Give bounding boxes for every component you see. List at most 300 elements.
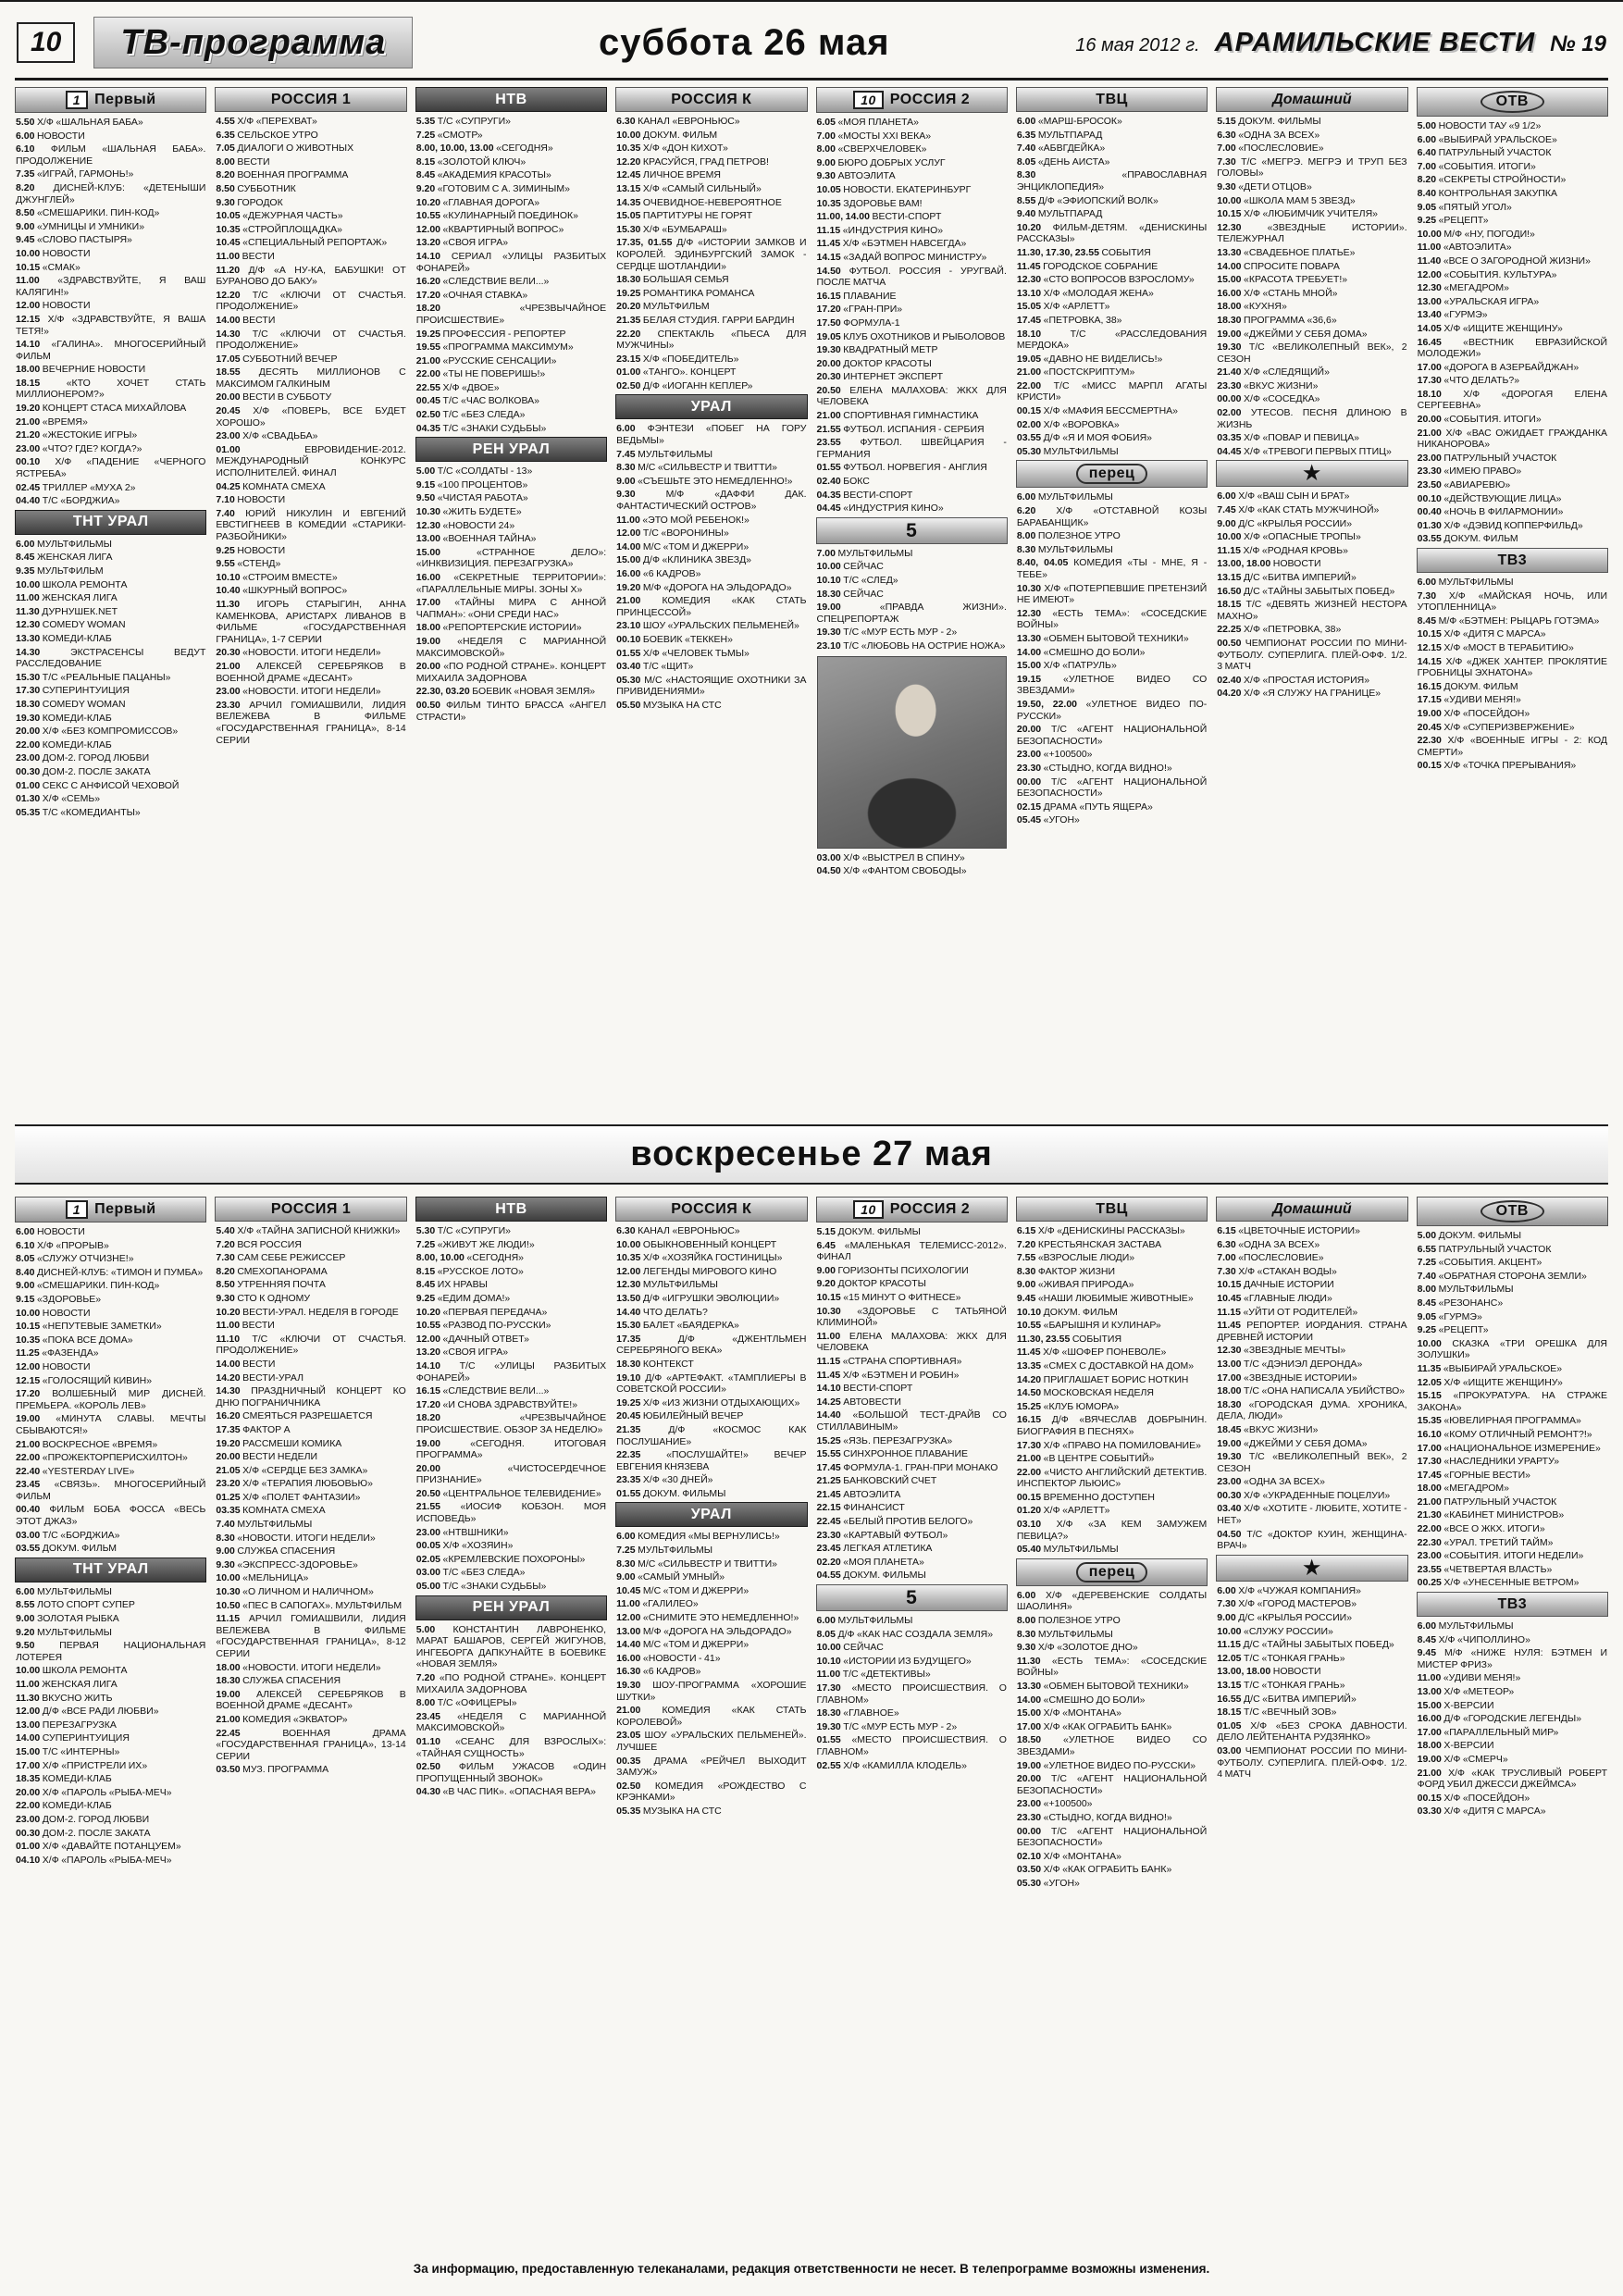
channel-logo-badge: 10	[853, 91, 884, 109]
program-entry: 17.50 ФОРМУЛА-1	[816, 316, 900, 329]
program-entry: 17.20 ВОЛШЕБНЫЙ МИР ДИСНЕЙ. ПРЕМЬЕРА. «КОРОЛЬ ЛЕВ»	[16, 1388, 206, 1411]
program-time: 7.20	[1016, 1238, 1038, 1250]
program-entry: 12.30 «ЕСТЬ ТЕМА»: «СОСЕДСКИЕ ВОЙНЫ»	[1016, 607, 1208, 631]
program-entry: 10.30 Х/Ф «ПОТЕРПЕВШИЕ ПРЕТЕНЗИЙ НЕ ИМЕЮТ»	[1016, 582, 1208, 606]
program-entry: 7.30 САМ СЕБЕ РЕЖИССЕР	[216, 1252, 346, 1264]
program-entry: 17.00 «НАЦИОНАЛЬНОЕ ИЗМЕРЕНИЕ»	[1417, 1442, 1601, 1454]
program-entry: 02.15 ДРАМА «ПУТЬ ЯЩЕРА»	[1016, 800, 1153, 813]
program-time: 23.30	[216, 699, 250, 711]
program-time: 8.45	[415, 169, 438, 181]
program-time: 18.20	[415, 303, 520, 315]
program-entry: 02.50 КОМЕДИЯ «РОЖДЕСТВО С КРЭНКАМИ»	[616, 1780, 807, 1804]
program-time: 6.10	[16, 1239, 37, 1251]
program-entry: 18.55 ДЕСЯТЬ МИЛЛИОНОВ С МАКСИМОМ ГАЛКИНЫМ	[216, 366, 406, 390]
program-photo	[817, 656, 1007, 849]
program-entry: 9.30 «ЭКСПРЕСС-ЗДОРОВЬЕ»	[216, 1558, 358, 1570]
program-entry: 02.05 «КРЕМЛЕВСКИЕ ПОХОРОНЫ»	[415, 1553, 586, 1565]
program-entry: 10.20 ВЕСТИ-УРАЛ. НЕДЕЛЯ В ГОРОДЕ	[216, 1306, 399, 1318]
program-time: 10.20	[415, 1306, 443, 1318]
program-entry: 9.45 «СЛОВО ПАСТЫРЯ»	[16, 234, 132, 246]
program-time: 04.20	[1217, 688, 1245, 700]
program-entry: 19.30 КОМЕДИ-КЛАБ	[16, 712, 112, 724]
program-time: 02.50	[616, 1780, 655, 1792]
program-entry: 7.00 «ПОСЛЕСЛОВИЕ»	[1217, 1252, 1324, 1264]
program-time: 02.10	[1016, 1850, 1044, 1862]
program-time: 14.00	[216, 1358, 243, 1370]
program-entry: 14.20 ПРИГЛАШАЕТ БОРИС НОТКИН	[1016, 1373, 1189, 1385]
program-time: 11.00	[216, 1320, 242, 1332]
program-time: 19.25	[616, 1396, 643, 1409]
program-entry: 01.55 ФУТБОЛ. НОРВЕГИЯ - АНГЛИЯ	[816, 462, 987, 474]
program-time: 15.00	[616, 554, 643, 566]
program-time: 03.35	[216, 1505, 243, 1517]
program-time: 12.05	[1417, 1376, 1444, 1388]
program-entry: 6.00 Х/Ф «ЧУЖАЯ КОМПАНИЯ»	[1217, 1584, 1361, 1596]
program-time: 5.00	[415, 1623, 453, 1635]
program-entry: 5.00 КОНСТАНТИН ЛАВРОНЕНКО, МАРАТ БАШАРОВ, СЕРГЕЙ ЖИГУНОВ, ИНГЕБОРГА ДАПКУНАЙТЕ В БОЕВИКЕ «НОВАЯ ЗЕМЛЯ»	[415, 1623, 607, 1670]
program-time: 17.15	[1417, 694, 1444, 706]
program-time: 23.00	[1417, 452, 1444, 464]
program-time: 9.50	[16, 1640, 60, 1652]
program-entry: 17.30 СУПЕРИНТУИЦИЯ	[16, 685, 130, 697]
program-entry: 14.50 ФУТБОЛ. РОССИЯ - УРУГВАЙ. ПОСЛЕ МАТЧА	[816, 265, 1007, 289]
program-time: 8.30	[1016, 1628, 1038, 1640]
program-entry: 21.05 Х/Ф «СЕРДЦЕ БЕЗ ЗАМКА»	[216, 1464, 368, 1476]
program-entry: 9.00 «САМЫЙ УМНЫЙ»	[616, 1571, 725, 1583]
program-time: 20.00	[1417, 414, 1444, 426]
program-time: 7.40	[216, 507, 246, 519]
program-time: 22.00	[1417, 1523, 1444, 1535]
program-entry: 20.00 Х/Ф «БЕЗ КОМПРОМИССОВ»	[16, 726, 179, 738]
program-time: 20.45	[1417, 721, 1444, 733]
channel-column	[215, 84, 406, 748]
program-time: 9.20	[816, 1278, 838, 1290]
program-entry: 20.00 Т/С «АГЕНТ НАЦИОНАЛЬНОЙ БЕЗОПАСНОСТИ»	[1016, 724, 1208, 747]
program-entry: 19.20 РАССМЕШИ КОМИКА	[216, 1437, 342, 1449]
program-entry: 6.00 МУЛЬТФИЛЬМЫ	[1016, 491, 1113, 503]
program-time: 14.10	[415, 250, 452, 262]
program-entry: 21.00 Х/Ф «ВАС ОЖИДАЕТ ГРАЖДАНКА НИКАНОРОВА»	[1417, 427, 1607, 451]
program-time: 18.50	[1016, 1734, 1063, 1746]
program-time: 19.00	[415, 1437, 471, 1449]
program-entry: 16.00 Х/Ф «СТАНЬ МНОЙ»	[1217, 287, 1338, 299]
program-time: 23.00	[16, 1813, 43, 1825]
program-time: 02.50	[616, 379, 643, 391]
program-entry: 22.00 КОМЕДИ-КЛАБ	[16, 1800, 112, 1812]
program-time: 6.15	[1217, 1225, 1239, 1236]
program-time: 9.00	[616, 1571, 638, 1583]
program-time: 20.00	[16, 1786, 43, 1798]
program-entry: 9.00 БЮРО ДОБРЫХ УСЛУГ	[816, 156, 946, 168]
program-time: 00.50	[1217, 637, 1245, 649]
program-entry: 5.00 НОВОСТИ ТАУ «9 1/2»	[1417, 120, 1542, 131]
program-time: 00.40	[1417, 506, 1444, 518]
program-time: 20.50	[415, 1487, 443, 1499]
program-time: 11.15	[1217, 544, 1244, 556]
program-entry: 7.10 НОВОСТИ	[216, 494, 286, 506]
day-title-saturday: суббота 26 мая	[599, 21, 890, 63]
program-time: 15.00	[1016, 1707, 1044, 1719]
program-time: 6.40	[1417, 147, 1439, 159]
program-entry: 02.20 «МОЯ ПЛАНЕТА»	[816, 1556, 924, 1568]
program-time: 02.40	[816, 476, 844, 488]
program-time: 19.30	[16, 712, 43, 724]
program-time: 16.15	[1417, 680, 1444, 692]
program-time: 10.00	[16, 578, 43, 590]
program-entry: 04.50 Т/С «ДОКТОР КУИН, ЖЕНЩИНА-ВРАЧ»	[1217, 1528, 1407, 1552]
program-entry: 05.00 Т/С «ЗНАКИ СУДЬБЫ»	[415, 1581, 547, 1593]
program-time: 11.45	[1016, 1347, 1044, 1359]
channel-header	[1417, 1592, 1608, 1617]
program-entry: 16.55 Д/С «БИТВА ИМПЕРИЙ»	[1217, 1693, 1357, 1705]
program-time: 19.00	[415, 635, 458, 647]
program-time: 21.55	[816, 423, 844, 435]
program-time: 12.45	[616, 169, 643, 181]
program-time: 14.10	[16, 339, 52, 351]
program-entry: 19.50, 22.00 «УЛЕТНОЕ ВИДЕО ПО-РУССКИ»	[1016, 698, 1208, 722]
program-time: 15.25	[816, 1434, 844, 1446]
program-time: 20.30	[816, 371, 844, 383]
program-entry: 9.30 ГОРОДОК	[216, 196, 283, 208]
program-entry: 12.05 Т/С «ТОНКАЯ ГРАНЬ»	[1217, 1652, 1345, 1664]
program-time: 18.00	[1417, 1740, 1444, 1752]
program-entry: 8.45 «РЕЗОНАНС»	[1417, 1297, 1504, 1309]
program-entry: 15.00 Х-ВЕРСИИ	[1417, 1699, 1494, 1711]
program-time: 18.00	[216, 1661, 243, 1673]
program-time: 18.30	[616, 274, 643, 286]
program-entry: 10.30 «ЖИТЬ БУДЕТЕ»	[415, 506, 522, 518]
program-entry: 10.00 НОВОСТИ	[16, 247, 91, 259]
program-entry: 03.55 ДОКУМ. ФИЛЬМ	[1417, 533, 1518, 545]
program-entry: 9.00 СЛУЖБА СПАСЕНИЯ	[216, 1545, 336, 1558]
program-entry: 11.25 «ФАЗЕНДА»	[16, 1347, 99, 1359]
program-time: 10.45	[216, 237, 243, 249]
program-entry: 10.55 «РАЗВОД ПО-РУССКИ»	[415, 1320, 551, 1332]
program-time: 01.55	[616, 647, 643, 659]
channel-logo: ★	[1303, 463, 1321, 485]
program-entry: 15.55 СИНХРОННОЕ ПЛАВАНИЕ	[816, 1448, 969, 1460]
program-entry: 14.10 Т/С «УЛИЦЫ РАЗБИТЫХ ФОНАРЕЙ»	[415, 1359, 607, 1384]
program-entry: 10.15 «15 МИНУТ О ФИТНЕСЕ»	[816, 1291, 961, 1303]
issue-number: № 19	[1550, 31, 1606, 56]
program-time: 20.30	[216, 647, 243, 659]
program-time: 10.10	[816, 575, 844, 586]
program-entry: 15.15 «ПРОКУРАТУРА. НА СТРАЖЕ ЗАКОНА»	[1417, 1390, 1607, 1413]
program-time: 13.00, 18.00	[1217, 1666, 1273, 1678]
program-time: 7.30	[216, 1252, 238, 1264]
program-time: 9.30	[216, 196, 238, 208]
program-entry: 6.00 МУЛЬТФИЛЬМЫ	[16, 538, 112, 550]
program-time: 00.10	[16, 456, 56, 468]
program-entry: 22.35 «ПОСЛУШАЙТЕ!» ВЕЧЕР ЕВГЕНИЯ КНЯЗЕВА	[616, 1449, 807, 1472]
program-time: 7.45	[1217, 504, 1239, 516]
program-time: 11.45	[1016, 260, 1044, 272]
program-time: 22.30	[1417, 1536, 1444, 1548]
program-time: 23.45	[415, 1710, 458, 1722]
program-time: 7.40	[216, 1519, 238, 1531]
program-entry: 04.55 ДОКУМ. ФИЛЬМЫ	[816, 1570, 926, 1582]
program-entry: 15.30 Т/С «РЕАЛЬНЫЕ ПАЦАНЫ»	[16, 671, 171, 683]
channel-header	[15, 1558, 206, 1582]
program-time: 01.30	[16, 793, 43, 805]
program-time: 9.30	[816, 170, 838, 182]
program-time: 17.00	[1016, 1720, 1044, 1732]
program-time: 9.55	[216, 558, 238, 570]
program-entry: 6.55 ПАТРУЛЬНЫЙ УЧАСТОК	[1417, 1243, 1552, 1255]
program-entry: 23.15 Х/Ф «ПОБЕДИТЕЛЬ»	[616, 353, 739, 365]
program-entry: 13.00 М/Ф «ДОРОГА НА ЭЛЬДОРАДО»	[616, 1625, 792, 1637]
program-time: 15.55	[816, 1448, 844, 1460]
program-entry: 00.30 Х/Ф «УКРАДЕННЫЕ ПОЦЕЛУИ»	[1217, 1489, 1391, 1501]
program-entry: 00.25 Х/Ф «УНЕСЕННЫЕ ВЕТРОМ»	[1417, 1577, 1580, 1589]
program-entry: 6.00 ФЭНТЕЗИ «ПОБЕГ НА ГОРУ ВЕДЬМЫ»	[616, 423, 807, 447]
program-time: 12.30	[1016, 607, 1053, 619]
program-time: 13.00	[415, 533, 443, 545]
program-entry: 9.00 «УМНИЦЫ И УМНИКИ»	[16, 220, 145, 232]
program-time: 6.45	[816, 1239, 845, 1251]
program-time: 22.35	[616, 1449, 667, 1461]
program-time: 16.55	[1217, 1693, 1245, 1705]
program-entry: 04.45 Х/Ф «ТРЕВОГИ ПЕРВЫХ ПТИЦ»	[1217, 445, 1392, 457]
program-entry: 19.00 Х/Ф «ПОСЕЙДОН»	[1417, 707, 1530, 719]
program-time: 18.15	[1217, 1706, 1245, 1719]
program-time: 10.35	[16, 1334, 43, 1346]
program-entry: 8.15 «ЗОЛОТОЙ КЛЮЧ»	[415, 155, 527, 168]
program-time: 11.00	[16, 1679, 43, 1690]
program-time: 9.15	[415, 478, 438, 490]
program-time: 15.05	[616, 210, 643, 222]
program-entry: 11.15 «СТРАНА СПОРТИВНАЯ»	[816, 1355, 962, 1367]
program-entry: 5.50 Х/Ф «ШАЛЬНАЯ БАБА»	[16, 117, 143, 128]
program-entry: 11.20 Д/Ф «А НУ-КА, БАБУШКИ! ОТ БУРАНОВО ДО БАКУ»	[216, 264, 406, 288]
program-time: 10.30	[1016, 582, 1045, 594]
program-entry: 7.30 Т/С «МЕГРЭ. МЕГРЭ И ТРУП БЕЗ ГОЛОВЫ»	[1217, 155, 1407, 180]
program-entry: 10.15 Х/Ф «ЛЮБИМЧИК УЧИТЕЛЯ»	[1217, 208, 1378, 220]
program-entry: 20.00 «СОБЫТИЯ. ИТОГИ»	[1417, 414, 1542, 426]
program-entry: 13.20 «СВОЯ ИГРА»	[415, 237, 509, 249]
program-entry: 14.50 МОСКОВСКАЯ НЕДЕЛЯ	[1016, 1387, 1154, 1399]
program-entry: 05.40 МУЛЬТФИЛЬМЫ	[1016, 1544, 1119, 1556]
program-entry: 02.10 Х/Ф «МОНТАНА»	[1016, 1850, 1121, 1862]
program-time: 10.35	[616, 143, 643, 155]
program-time: 8.50	[216, 182, 238, 194]
program-time: 10.30	[415, 506, 443, 518]
program-time: 8.30	[216, 1532, 238, 1544]
program-time: 12.30	[1417, 282, 1444, 294]
program-entry: 15.00 Х/Ф «МОНТАНА»	[1016, 1707, 1121, 1719]
program-time: 13.00	[616, 1625, 643, 1637]
program-time: 10.10	[816, 1655, 844, 1667]
program-entry: 16.00 Д/Ф «ГОРОДСКИЕ ЛЕГЕНДЫ»	[1417, 1713, 1582, 1725]
program-entry: 6.20 Х/Ф «ОТСТАВНОЙ КОЗЫ БАРАБАНЩИК»	[1016, 505, 1208, 528]
program-entry: 20.00 ДОКТОР КРАСОТЫ	[816, 357, 932, 369]
program-entry: 13.00, 18.00 НОВОСТИ	[1217, 1666, 1321, 1678]
program-time: 8.30	[1016, 543, 1038, 555]
program-entry: 13.50 Д/Ф «ИГРУШКИ ЭВОЛЮЦИИ»	[616, 1292, 780, 1304]
program-entry: 14.00 ВЕСТИ	[216, 1358, 276, 1370]
channel-logo: УРАЛ	[690, 1506, 732, 1522]
program-entry: 8.30 М/С «СИЛЬВЕСТР И ТВИТТИ»	[616, 462, 778, 474]
program-entry: 19.30 КВАДРАТНЫЙ МЕТР	[816, 344, 938, 356]
program-entry: 14.40 М/С «ТОМ И ДЖЕРРИ»	[616, 1639, 750, 1651]
program-time: 00.00	[1217, 393, 1245, 405]
program-time: 8.45	[415, 1279, 438, 1291]
program-time: 11.15	[816, 224, 843, 236]
program-time: 14.50	[816, 265, 849, 277]
program-entry: 11.15 АРЧИЛ ГОМИАШВИЛИ, ЛИДИЯ ВЕЛЕЖЕВА В ФИЛЬМЕ «ГОСУДАРСТВЕННАЯ ГРАНИЦА», 8-12 СЕРИИ	[216, 1613, 406, 1659]
program-time: 17.30	[1417, 1456, 1444, 1468]
program-entry: 21.00 СПОРТИВНАЯ ГИМНАСТИКА	[816, 410, 979, 422]
program-entry: 23.30 «СТЫДНО, КОГДА ВИДНО!»	[1016, 762, 1172, 774]
program-time: 18.55	[216, 366, 259, 379]
program-entry: 20.30 ИНТЕРНЕТ ЭКСПЕРТ	[816, 371, 943, 383]
program-time: 01.00	[16, 779, 43, 791]
program-entry: 18.30 БОЛЬШАЯ СЕМЬЯ	[616, 274, 729, 286]
program-entry: 13.00 «УРАЛЬСКАЯ ИГРА»	[1417, 295, 1540, 307]
channel-header	[1417, 87, 1608, 117]
program-time: 5.00	[1417, 1230, 1439, 1241]
program-entry: 7.00 МУЛЬТФИЛЬМЫ	[816, 547, 913, 559]
channel-column	[215, 1194, 406, 1778]
program-time: 10.15	[16, 1321, 43, 1333]
program-entry: 14.30 Т/С «КЛЮЧИ ОТ СЧАСТЬЯ. ПРОДОЛЖЕНИЕ»	[216, 328, 406, 352]
program-time: 23.00	[216, 686, 243, 698]
program-time: 23.45	[816, 1543, 844, 1555]
program-entry: 02.40 БОКС	[816, 476, 870, 488]
program-entry: 18.00 «КУХНЯ»	[1217, 301, 1287, 313]
program-time: 23.30	[1016, 762, 1044, 774]
program-time: 14.20	[216, 1371, 243, 1384]
program-entry: 6.30 КАНАЛ «ЕВРОНЬЮС»	[616, 1225, 740, 1236]
program-time: 7.30	[1217, 1265, 1239, 1277]
channel-logo: ТВ3	[1497, 1595, 1528, 1612]
program-time: 03.10	[1016, 1519, 1057, 1531]
program-entry: 6.15 Х/Ф «ДЕНИСКИНЫ РАССКАЗЫ»	[1016, 1225, 1185, 1236]
channel-logo-badge: 10	[853, 1200, 884, 1219]
program-entry: 16.20 СМЕЯТЬСЯ РАЗРЕШАЕТСЯ	[216, 1410, 373, 1422]
program-entry: 13.00 Т/С «ДЭНИЭЛ ДЕРОНДА»	[1217, 1358, 1363, 1370]
program-entry: 00.00 Т/С «АГЕНТ НАЦИОНАЛЬНОЙ БЕЗОПАСНОСТИ»	[1016, 1825, 1208, 1849]
program-time: 14.50	[1016, 1387, 1044, 1399]
program-entry: 10.20 ФИЛЬМ-ДЕТЯМ. «ДЕНИСКИНЫ РАССКАЗЫ»	[1016, 221, 1208, 245]
program-entry: 14.00 «СМЕШНО ДО БОЛИ»	[1016, 1694, 1146, 1706]
program-entry: 8.40 ДИСНЕЙ-КЛУБ: «ТИМОН И ПУМБА»	[16, 1266, 204, 1278]
program-entry: 6.00 КОМЕДИЯ «МЫ ВЕРНУЛИСЬ!»	[616, 1531, 780, 1543]
program-entry: 00.30 ДОМ-2. ПОСЛЕ ЗАКАТА	[16, 1827, 151, 1839]
program-entry: 19.00 «УЛЕТНОЕ ВИДЕО ПО-РУССКИ»	[1016, 1759, 1196, 1771]
program-entry: 14.00 СУПЕРИНТУИЦИЯ	[16, 1732, 130, 1744]
program-time: 01.55	[816, 1734, 852, 1746]
program-time: 04.25	[216, 480, 243, 492]
program-entry: 6.30 КАНАЛ «ЕВРОНЬЮС»	[616, 116, 740, 127]
channel-column	[415, 84, 607, 725]
channel-header	[615, 394, 807, 419]
program-entry: 22.25 Х/Ф «ПЕТРОВКА, 38»	[1217, 624, 1342, 636]
program-entry: 15.25 «КЛУБ ЮМОРА»	[1016, 1400, 1120, 1412]
program-entry: 15.30 Х/Ф «БУМБАРАШ»	[616, 223, 727, 235]
program-entry: 03.40 Х/Ф «ХОТИТЕ - ЛЮБИТЕ, ХОТИТЕ - НЕТ»	[1217, 1503, 1407, 1527]
program-entry: 01.00 Х/Ф «ДАВАЙТЕ ПОТАНЦУЕМ»	[16, 1841, 181, 1853]
program-time: 00.00	[1016, 1825, 1052, 1837]
program-time: 17.35	[616, 1333, 678, 1345]
program-entry: 14.10 ВЕСТИ-СПОРТ	[816, 1383, 913, 1395]
channel-logo: РОССИЯ К	[671, 1200, 752, 1217]
program-entry: 23.45 ЛЕГКАЯ АТЛЕТИКА	[816, 1543, 933, 1555]
program-time: 6.00	[616, 1531, 638, 1543]
program-entry: 05.30 «УГОН»	[1016, 1877, 1080, 1889]
program-entry: 20.00 «ПО РОДНОЙ СТРАНЕ». КОНЦЕРТ МИХАИЛА ЗАДОРНОВА	[415, 661, 607, 684]
program-entry: 00.10 «ДЕЙСТВУЮЩИЕ ЛИЦА»	[1417, 492, 1562, 504]
program-time: 11.30	[16, 605, 43, 617]
program-entry: 7.00 «МОСТЫ XXI ВЕКА»	[816, 130, 932, 142]
program-entry: 7.20 КРЕСТЬЯНСКАЯ ЗАСТАВА	[1016, 1238, 1162, 1250]
program-entry: 18.20 «ЧРЕЗВЫЧАЙНОЕ ПРОИСШЕСТВИЕ»	[415, 303, 607, 326]
program-entry: 19.30 Т/С «ВЕЛИКОЛЕПНЫЙ ВЕК», 2 СЕЗОН	[1217, 1451, 1407, 1474]
program-time: 7.10	[216, 494, 238, 506]
program-entry: 19.20 М/Ф «ДОРОГА НА ЭЛЬДОРАДО»	[616, 581, 792, 593]
program-entry: 10.20 «ГЛАВНАЯ ДОРОГА»	[415, 196, 540, 208]
program-time: 19.00	[1417, 707, 1444, 719]
program-entry: 9.45 М/Ф «НИЖЕ НУЛЯ: БЭТМЕН И МИСТЕР ФРИЗ»	[1417, 1647, 1607, 1670]
program-time: 10.15	[816, 1291, 844, 1303]
program-time: 19.50, 22.00	[1016, 698, 1086, 710]
program-entry: 22.15 ФИНАНСИСТ	[816, 1502, 905, 1514]
program-time: 16.00	[1217, 287, 1245, 299]
program-time: 8.00	[816, 143, 838, 155]
program-time: 03.35	[1217, 432, 1245, 444]
program-entry: 03.35 Х/Ф «ПОВАР И ПЕВИЦА»	[1217, 432, 1359, 444]
program-time: 6.00	[1016, 1589, 1046, 1601]
program-entry: 15.05 ПАРТИТУРЫ НЕ ГОРЯТ	[616, 210, 753, 222]
program-entry: 17.00 Х/Ф «КАК ОГРАБИТЬ БАНК»	[1016, 1720, 1172, 1732]
program-entry: 01.30 Х/Ф «СЕМЬ»	[16, 793, 101, 805]
program-entry: 17.45 «ПЕТРОВКА, 38»	[1016, 314, 1122, 326]
program-entry: 04.20 Х/Ф «Я СЛУЖУ НА ГРАНИЦЕ»	[1217, 688, 1381, 700]
program-entry: 5.00 Т/С «СОЛДАТЫ - 13»	[415, 465, 533, 478]
program-entry: 01.00 ЕВРОВИДЕНИЕ-2012. МЕЖДУНАРОДНЫЙ КОНКУРС ИСПОЛНИТЕЛЕЙ. ФИНАЛ	[216, 443, 406, 479]
program-entry: 11.40 «ВСЕ О ЗАГОРОДНОЙ ЖИЗНИ»	[1417, 254, 1591, 267]
program-time: 15.25	[1016, 1400, 1044, 1412]
program-time: 19.20	[616, 581, 643, 593]
program-time: 8.30	[1016, 169, 1122, 181]
program-time: 6.05	[816, 117, 838, 128]
program-time: 19.20	[16, 403, 43, 415]
program-entry: 11.30 ВКУСНО ЖИТЬ	[16, 1692, 113, 1704]
program-time: 10.00	[816, 1642, 844, 1654]
program-entry: 12.05 Х/Ф «ИЩИТЕ ЖЕНЩИНУ»	[1417, 1376, 1563, 1388]
program-entry: 22.00 «ПРОЖЕКТОРПЕРИСХИЛТОН»	[16, 1452, 188, 1464]
program-entry: 02.50 ФИЛЬМ УЖАСОВ «ОДИН ПРОПУЩЕННЫЙ ЗВОНОК»	[415, 1761, 607, 1784]
channel-header	[816, 1197, 1008, 1222]
program-time: 9.15	[16, 1293, 37, 1305]
program-entry: 19.25 ПРОФЕССИЯ - РЕПОРТЕР	[415, 328, 566, 340]
program-time: 18.15	[16, 377, 67, 389]
program-entry: 21.20 «ЖЕСТОКИЕ ИГРЫ»	[16, 429, 138, 441]
program-time: 02.50	[415, 1761, 459, 1773]
program-time: 14.00	[1217, 260, 1245, 272]
program-entry: 16.50 Д/С «ТАЙНЫ ЗАБЫТЫХ ПОБЕД»	[1217, 585, 1395, 597]
program-entry: 18.45 «ВКУС ЖИЗНИ»	[1217, 1423, 1319, 1435]
program-entry: 19.10 Д/Ф «АРТЕФАКТ. «ТАМПЛИЕРЫ В СОВЕТСКОЙ РОССИИ»	[616, 1371, 807, 1396]
channel-header	[15, 510, 206, 535]
channel-logo: РЕН УРАЛ	[472, 441, 551, 457]
program-entry: 03.30 Х/Ф «ДИТЯ С МАРСА»	[1417, 1806, 1546, 1818]
channel-logo: ТВ3	[1497, 552, 1528, 568]
program-time: 13.10	[1016, 287, 1044, 299]
program-time: 8.55	[16, 1599, 37, 1611]
program-entry: 6.00 МУЛЬТФИЛЬМЫ	[16, 1585, 112, 1597]
program-entry: 8.50 «СМЕШАРИКИ. ПИН-КОД»	[16, 207, 160, 219]
